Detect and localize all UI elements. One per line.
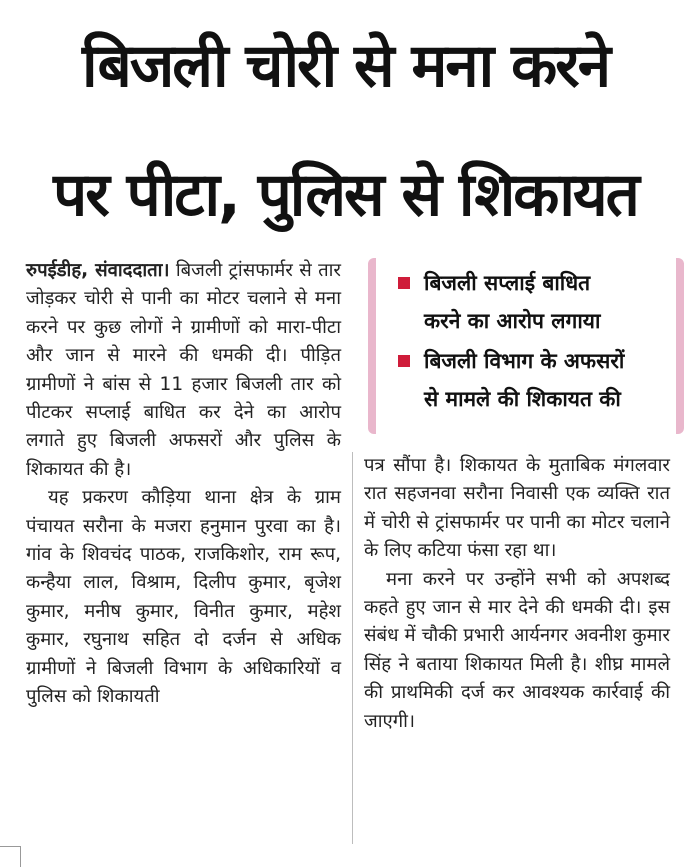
square-bullet-icon (398, 355, 410, 367)
article-paragraph: पत्र सौंपा है। शिकायत के मुताबिक मंगलवार रात सहजनवा सरौना निवासी एक व्यक्ति रात में चोरी से ट्रांसफार्मर पर पानी का मोटर चलाने के लिए कटिया फंसा रहा था। (364, 455, 670, 562)
highlight-item (398, 342, 624, 418)
article-paragraph (26, 257, 341, 484)
square-bullet-icon (398, 277, 410, 289)
dateline: रुपईडीह, संवाददाता। (26, 260, 170, 281)
crop-corner-mark (0, 846, 21, 867)
column-divider (352, 452, 353, 844)
headline-line-1: बिजली चोरी से मना करने (81, 31, 609, 101)
highlight-item (398, 264, 600, 340)
article-paragraph: यह प्रकरण कौड़िया थाना क्षेत्र के ग्राम पंचायत सरौना के मजरा हनुमान पुरवा का है। गांव के शिवचंद पाठक, राजकिशोर, राम रूप, कन्हैया लाल, विश्राम, दिलीप कुमार, बृजेश कुमार, मनीष कुमार, विनीत कुमार, महेश कुमार, रघुनाथ सहित दो दर्जन से अधिक ग्रामीणों ने बिजली विभाग के अधिकारियों व पुलिस को शिकायती (26, 487, 341, 708)
article-column-right (364, 452, 670, 736)
headline-line-2: पर पीटा, पुलिस से शिकायत (53, 160, 638, 230)
highlight-line: बिजली विभाग के अफसरों (424, 349, 625, 373)
paragraph-text: बिजली ट्रांसफार्मर से तार जोड़कर चोरी से पानी का मोटर चलाने से मना करने पर कुछ लोगों ने ग्रामीणों को मारा-पीटा और जान से मारने की धमकी दी। पीड़ित ग्रामीणों ने बांस से 11 हजार बिजली तार को पीटकर सप्लाई बाधित कर देने का आरोप लगाते हुए बिजली अफसरों और पुलिस के शिकायत की है। (26, 260, 341, 480)
article-column-left (26, 257, 341, 712)
article-paragraph: मना करने पर उन्होंने सभी को अपशब्द कहते हुए जान से मार देने की धमकी दी। इस संबंध में चौकी प्रभारी आर्यनगर अवनीश कुमार सिंह ने बताया शिकायत मिली है। शीघ्र मामले की प्राथमिकी दर्ज कर आवश्यक कार्रवाई की जाएगी। (364, 568, 670, 732)
highlight-line: करने का आरोप लगाया (424, 309, 601, 333)
highlights-box (368, 258, 684, 434)
highlight-line: से मामले की शिकायत की (424, 387, 621, 411)
highlight-line: बिजली सप्लाई बाधित (424, 271, 591, 295)
